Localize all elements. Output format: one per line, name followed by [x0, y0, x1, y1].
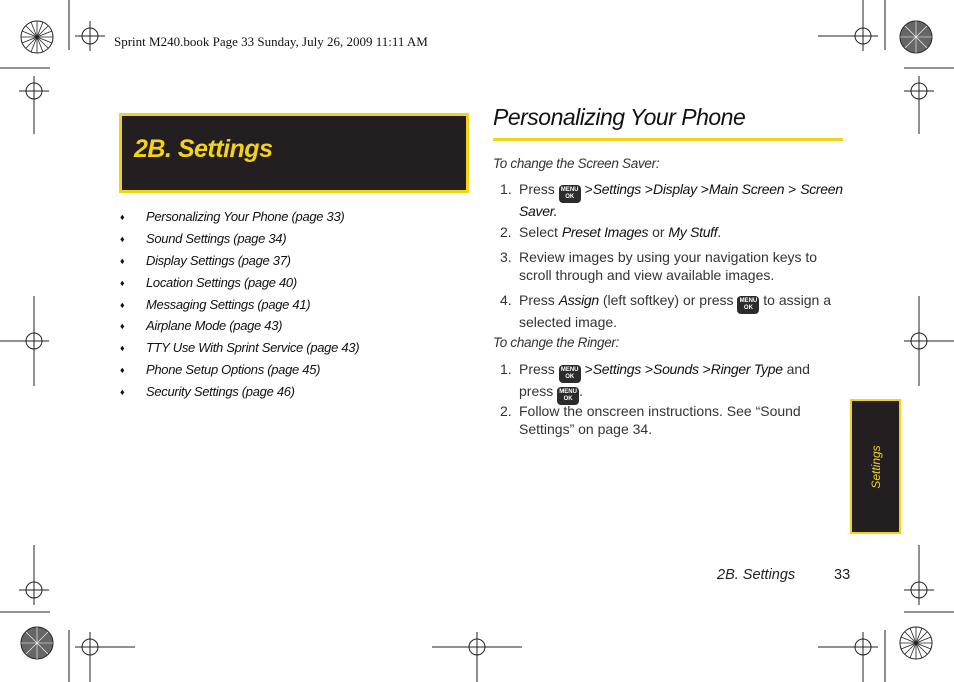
section-title: Personalizing Your Phone	[493, 104, 746, 130]
menu-path-display: Display	[653, 181, 697, 197]
toc-item-label: Sound Settings (page 34)	[146, 230, 287, 246]
ringer-heading: To change the Ringer:	[493, 335, 620, 350]
ringer-step-1: 1. Press MENU OK >Settings >Sounds >Ringer Type and press MENU OK .	[500, 361, 845, 405]
step-number: 2.	[500, 224, 512, 240]
menu-ok-key-icon: MENU OK	[559, 185, 581, 203]
diamond-bullet-icon: ♦	[120, 343, 125, 354]
footer-page-number: 33	[834, 567, 851, 583]
menu-ok-key-icon: MENU OK	[737, 296, 759, 314]
section-thumb-tab	[850, 399, 901, 534]
menu-path-settings: Settings	[592, 181, 641, 197]
toc-item-label: Airplane Mode (page 43)	[146, 318, 283, 334]
step-number: 4.	[500, 292, 512, 308]
diamond-bullet-icon: ♦	[120, 277, 125, 288]
option-my-stuff: My Stuff	[668, 224, 718, 240]
toc-item[interactable]	[120, 229, 460, 251]
screen-saver-step-4: 4. Press Assign (left softkey) or press MENU OK to assign a selected image.	[500, 292, 832, 330]
chapter-toc-list	[120, 207, 460, 404]
menu-path-settings: Settings	[592, 361, 641, 377]
toc-item-label: Location Settings (page 40)	[146, 274, 297, 290]
diamond-bullet-icon: ♦	[120, 299, 125, 310]
menu-path-sounds: Sounds	[653, 361, 699, 377]
diamond-bullet-icon: ♦	[120, 365, 125, 376]
toc-item-label: Personalizing Your Phone (page 33)	[146, 209, 345, 224]
toc-item[interactable]	[120, 295, 460, 317]
softkey-assign: Assign	[558, 292, 599, 308]
step-number: 1.	[500, 361, 512, 377]
diamond-bullet-icon: ♦	[120, 233, 125, 244]
screen-saver-step-2: 2. Select Preset Images or My Stuff.	[500, 224, 722, 240]
step-text: Review images by using your navigation keys to scroll through and view available images.	[519, 249, 818, 283]
toc-item[interactable]	[120, 360, 460, 382]
step-text: Follow the onscreen instructions. See “Sound Settings” on page 34.	[519, 403, 801, 437]
step-number: 3.	[500, 249, 512, 265]
toc-item-label: Display Settings (page 37)	[146, 252, 291, 268]
option-preset-images: Preset Images	[561, 224, 649, 240]
screen-saver-step-1: 1. Press MENU OK >Settings >Display >Main Screen > Screen Saver.	[500, 181, 843, 219]
chapter-title-box	[119, 113, 469, 193]
section-title-rule	[493, 138, 843, 141]
menu-ok-key-icon: MENU OK	[557, 387, 579, 405]
screen-saver-heading: To change the Screen Saver:	[493, 156, 660, 171]
menu-ok-key-icon: MENU OK	[559, 365, 581, 383]
toc-item[interactable]	[120, 207, 460, 229]
print-info-header: Sprint M240.book Page 33 Sunday, July 26, 2009 11:11 AM	[114, 34, 428, 49]
toc-item[interactable]	[120, 338, 460, 360]
menu-path-screen-saver: Screen Saver	[519, 181, 843, 219]
step-text: Press	[519, 181, 555, 197]
diamond-bullet-icon: ♦	[120, 212, 125, 222]
ringer-step-2	[500, 403, 845, 438]
diamond-bullet-icon: ♦	[120, 255, 125, 266]
toc-item-label: Messaging Settings (page 41)	[146, 296, 311, 312]
screen-saver-step-3	[500, 249, 845, 284]
diamond-bullet-icon: ♦	[120, 387, 125, 398]
step-number: 2.	[500, 403, 512, 419]
toc-item[interactable]	[120, 273, 460, 295]
menu-path-main-screen: Main Screen	[708, 181, 785, 197]
thumb-tab-label: Settings	[868, 444, 883, 489]
menu-path-ringer-type: Ringer Type	[710, 361, 783, 377]
toc-item[interactable]	[120, 382, 460, 404]
toc-item[interactable]	[120, 251, 460, 273]
toc-item-label: Security Settings (page 46)	[146, 384, 295, 400]
toc-item-label: TTY Use With Sprint Service (page 43)	[146, 340, 360, 356]
diamond-bullet-icon: ♦	[120, 321, 125, 332]
chapter-title: 2B. Settings	[134, 135, 273, 163]
step-number: 1.	[500, 181, 512, 197]
toc-item[interactable]	[120, 316, 460, 338]
footer-section-name: 2B. Settings	[717, 567, 796, 583]
toc-item-label: Phone Setup Options (page 45)	[146, 362, 321, 378]
